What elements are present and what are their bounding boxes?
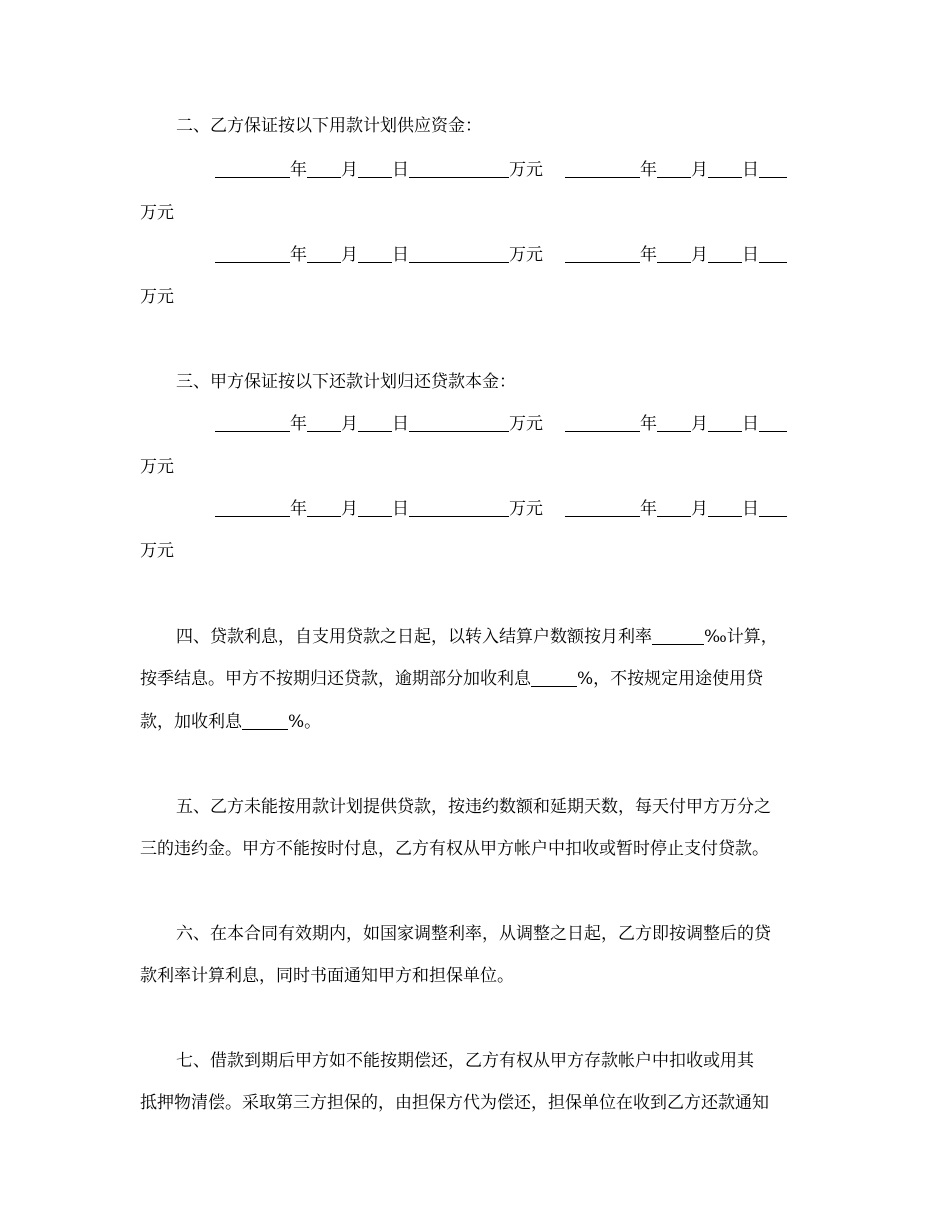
schedule-row-s2-2 [215, 245, 787, 265]
month-label: 月 [691, 160, 708, 180]
penalty-rate-blank[interactable] [531, 669, 577, 687]
year-blank[interactable] [215, 414, 290, 432]
day-label: 日 [742, 499, 759, 519]
year-label: 年 [640, 160, 657, 180]
month-label: 月 [341, 245, 358, 265]
month-label: 月 [341, 160, 358, 180]
wrap-unit: 万元 [140, 287, 174, 307]
section-4-line-2 [140, 669, 763, 689]
amount-blank[interactable] [759, 414, 787, 432]
amount-blank[interactable] [759, 245, 787, 263]
amount-unit-label: 万元 [509, 499, 543, 519]
day-label: 日 [392, 245, 409, 265]
day-blank[interactable] [358, 245, 392, 263]
day-blank[interactable] [708, 160, 742, 178]
section-4-text: 四、贷款利息，自支用贷款之日起，以转入结算户数额按月利率 [176, 627, 652, 647]
section-3-heading: 三、甲方保证按以下还款计划归还贷款本金： [176, 372, 516, 392]
year-blank[interactable] [215, 160, 290, 178]
day-label: 日 [742, 160, 759, 180]
month-blank[interactable] [657, 499, 691, 517]
section-4-text: %，不按规定用途使用贷 [577, 669, 764, 689]
day-label: 日 [392, 499, 409, 519]
year-blank[interactable] [565, 499, 640, 517]
section-2-heading: 二、乙方保证按以下用款计划供应资金： [176, 116, 482, 136]
year-label: 年 [290, 414, 307, 434]
month-blank[interactable] [307, 245, 341, 263]
amount-blank[interactable] [759, 499, 787, 517]
month-blank[interactable] [657, 160, 691, 178]
amount-blank[interactable] [409, 414, 509, 432]
day-label: 日 [742, 245, 759, 265]
day-label: 日 [392, 414, 409, 434]
month-blank[interactable] [307, 414, 341, 432]
day-blank[interactable] [708, 245, 742, 263]
rate-blank[interactable] [652, 627, 704, 645]
section-4-text: 款，加收利息 [140, 712, 242, 732]
section-4-text: ‰计算， [704, 627, 778, 647]
section-7-line-2: 抵押物清偿。采取第三方担保的，由担保方代为偿还，担保单位在收到乙方还款通知 [140, 1093, 769, 1113]
month-blank[interactable] [307, 160, 341, 178]
section-4-line-3 [140, 712, 321, 732]
year-blank[interactable] [565, 245, 640, 263]
amount-blank[interactable] [759, 160, 787, 178]
amount-unit-label: 万元 [509, 160, 543, 180]
amount-blank[interactable] [409, 245, 509, 263]
month-label: 月 [691, 245, 708, 265]
day-blank[interactable] [708, 414, 742, 432]
day-label: 日 [742, 414, 759, 434]
section-4-text: 按季结息。甲方不按期归还贷款，逾期部分加收利息 [140, 669, 531, 689]
year-label: 年 [640, 245, 657, 265]
month-label: 月 [691, 414, 708, 434]
month-blank[interactable] [657, 245, 691, 263]
schedule-row-s2-1 [215, 160, 787, 180]
wrap-unit: 万元 [140, 457, 174, 477]
month-blank[interactable] [307, 499, 341, 517]
year-label: 年 [640, 499, 657, 519]
misuse-rate-blank[interactable] [242, 712, 288, 730]
schedule-row-s3-1 [215, 414, 787, 434]
section-4-text: %。 [288, 712, 322, 732]
schedule-row-s3-2 [215, 499, 787, 519]
amount-unit-label: 万元 [509, 245, 543, 265]
wrap-unit: 万元 [140, 541, 174, 561]
day-blank[interactable] [358, 160, 392, 178]
year-blank[interactable] [215, 245, 290, 263]
month-label: 月 [341, 414, 358, 434]
amount-unit-label: 万元 [509, 414, 543, 434]
day-blank[interactable] [708, 499, 742, 517]
amount-blank[interactable] [409, 499, 509, 517]
year-label: 年 [640, 414, 657, 434]
amount-blank[interactable] [409, 160, 509, 178]
day-blank[interactable] [358, 414, 392, 432]
year-label: 年 [290, 245, 307, 265]
month-label: 月 [341, 499, 358, 519]
year-blank[interactable] [215, 499, 290, 517]
section-6-line-2: 款利率计算利息，同时书面通知甲方和担保单位。 [140, 966, 514, 986]
year-blank[interactable] [565, 160, 640, 178]
month-blank[interactable] [657, 414, 691, 432]
section-7-line-1: 七、借款到期后甲方如不能按期偿还，乙方有权从甲方存款帐户中扣收或用其 [176, 1051, 754, 1071]
section-4-line-1 [176, 627, 778, 647]
section-6-line-1: 六、在本合同有效期内，如国家调整利率，从调整之日起，乙方即按调整后的贷 [176, 924, 771, 944]
day-label: 日 [392, 160, 409, 180]
day-blank[interactable] [358, 499, 392, 517]
wrap-unit: 万元 [140, 203, 174, 223]
section-5-line-1: 五、乙方未能按用款计划提供贷款，按违约数额和延期天数，每天付甲方万分之 [176, 797, 771, 817]
year-label: 年 [290, 160, 307, 180]
year-label: 年 [290, 499, 307, 519]
section-5-line-2: 三的违约金。甲方不能按时付息，乙方有权从甲方帐户中扣收或暂时停止支付贷款。 [140, 839, 769, 859]
year-blank[interactable] [565, 414, 640, 432]
month-label: 月 [691, 499, 708, 519]
